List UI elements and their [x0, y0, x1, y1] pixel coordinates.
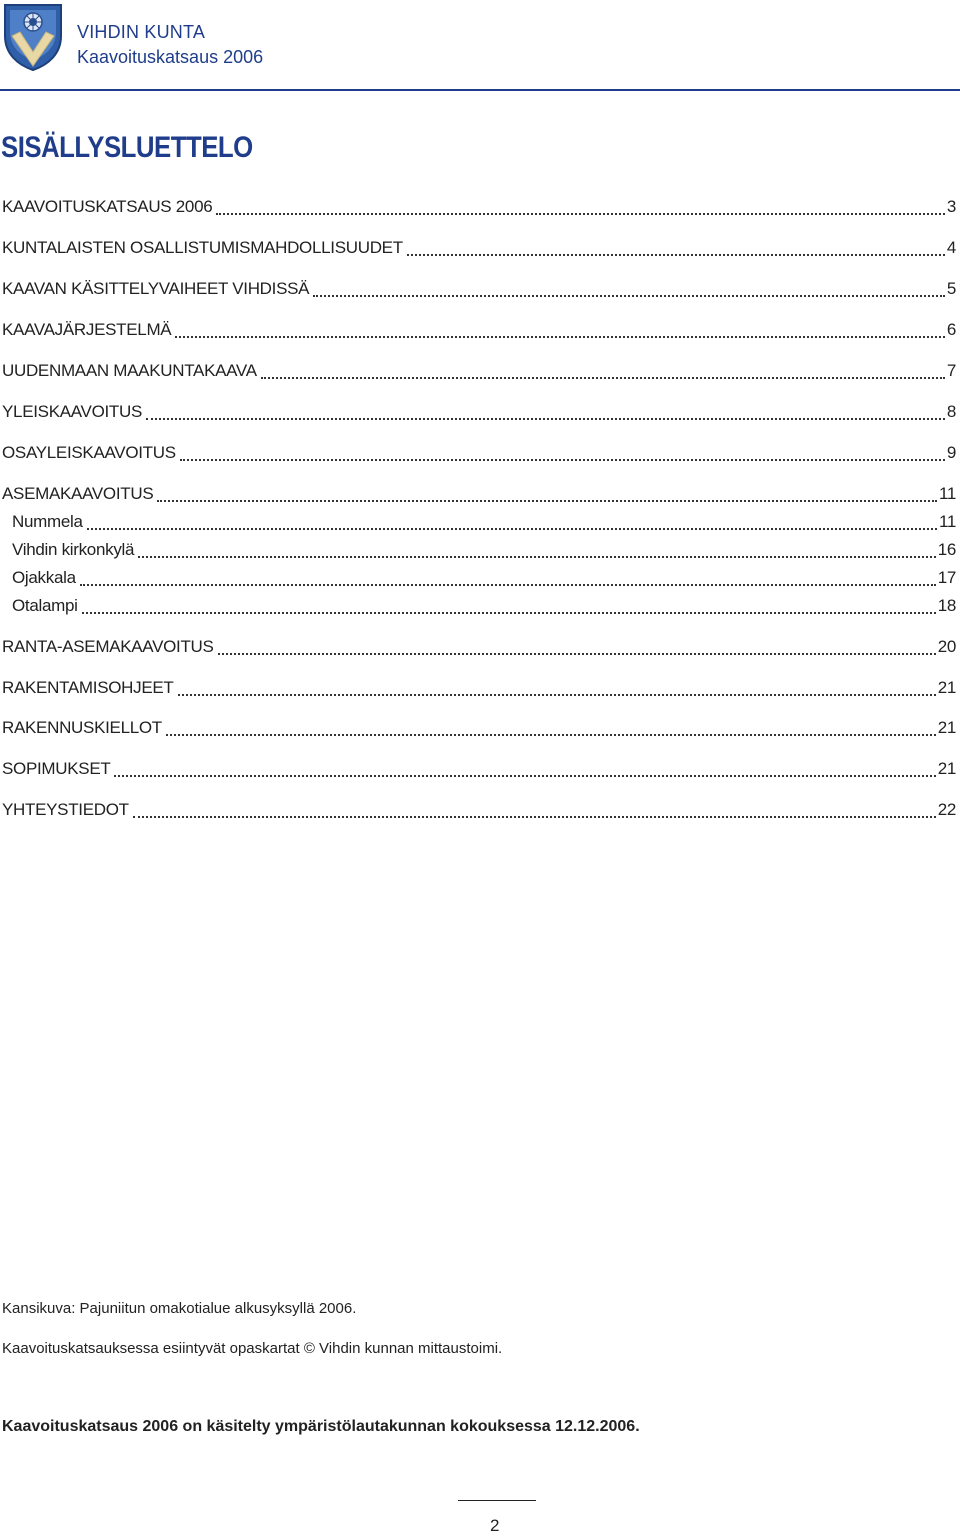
toc-entry[interactable]	[2, 480, 956, 504]
toc-entry[interactable]	[12, 592, 956, 616]
municipal-coat-of-arms-icon	[2, 2, 64, 72]
toc-entry[interactable]	[2, 633, 956, 657]
toc-entry[interactable]	[2, 439, 956, 463]
toc-entry-title: UUDENMAAN MAAKUNTAKAAVA	[2, 361, 257, 380]
toc-entry-title: Ojakkala	[12, 568, 76, 587]
toc-entry-title: Otalampi	[12, 596, 78, 615]
toc-entry-page: 7	[946, 361, 956, 380]
toc-dot-leader	[133, 815, 936, 818]
page-number: 2	[490, 1516, 500, 1535]
toc-entry-title: YHTEYSTIEDOT	[2, 800, 129, 819]
toc-entry-page: 21	[937, 718, 956, 737]
toc-dot-leader	[114, 774, 935, 777]
toc-entry-title: RAKENNUSKIELLOT	[2, 718, 162, 737]
toc-entry-page: 3	[946, 197, 956, 216]
toc-entry-title: Nummela	[12, 512, 83, 531]
toc-entry-page: 4	[946, 238, 956, 257]
toc-entry-title: KUNTALAISTEN OSALLISTUMISMAHDOLLISUUDET	[2, 238, 403, 257]
toc-entry[interactable]	[12, 508, 956, 532]
toc-dot-leader	[178, 693, 936, 696]
toc-entry-page: 17	[937, 568, 956, 587]
toc-entry[interactable]	[2, 316, 956, 340]
toc-entry[interactable]	[12, 536, 956, 560]
toc-entry-page: 21	[937, 759, 956, 778]
toc-entry[interactable]	[2, 796, 956, 820]
toc-entry-title: ASEMAKAAVOITUS	[2, 484, 154, 503]
toc-dot-leader	[175, 335, 945, 338]
toc-dot-leader	[157, 499, 937, 502]
toc-entry-page: 11	[938, 512, 956, 531]
approval-note: Kaavoituskatsaus 2006 on käsitelty ympäristölautakunnan kokouksessa 12.12.2006.	[2, 1418, 640, 1435]
toc-entry-page: 11	[938, 484, 956, 503]
organization-name: VIHDIN KUNTA	[77, 22, 206, 42]
document-title: Kaavoituskatsaus 2006	[77, 47, 264, 67]
toc-dot-leader	[166, 733, 936, 736]
toc-entry[interactable]	[2, 398, 956, 422]
toc-entry-title: KAAVOITUSKATSAUS 2006	[2, 197, 213, 216]
toc-entry-page: 6	[946, 320, 956, 339]
toc-entry-title: Vihdin kirkonkylä	[12, 540, 135, 559]
toc-dot-leader	[216, 212, 944, 215]
toc-dot-leader	[180, 458, 945, 461]
toc-entry-page: 18	[937, 596, 956, 615]
toc-entry[interactable]	[2, 193, 956, 217]
toc-entry[interactable]	[2, 755, 956, 779]
toc-dot-leader	[218, 652, 936, 655]
toc-dot-leader	[80, 583, 936, 586]
toc-dot-leader	[138, 555, 936, 558]
toc-dot-leader	[146, 417, 945, 420]
toc-entry-page: 9	[946, 443, 956, 462]
footer-divider	[458, 1500, 536, 1501]
toc-entry[interactable]	[2, 357, 956, 381]
page-header	[0, 0, 960, 92]
toc-entry-title: YLEISKAAVOITUS	[2, 402, 143, 421]
toc-dot-leader	[82, 611, 936, 614]
toc-entry-page: 20	[937, 637, 956, 656]
toc-entry-page: 8	[946, 402, 956, 421]
toc-entry-title: KAAVAN KÄSITTELYVAIHEET VIHDISSÄ	[2, 279, 310, 298]
toc-entry-title: KAAVAJÄRJESTELMÄ	[2, 320, 172, 339]
toc-entry-title: OSAYLEISKAAVOITUS	[2, 443, 176, 462]
toc-entry-title: RANTA-ASEMAKAAVOITUS	[2, 637, 214, 656]
toc-dot-leader	[87, 527, 937, 530]
toc-entry[interactable]	[2, 275, 956, 299]
toc-entry-page: 22	[937, 800, 956, 819]
toc-entry-title: RAKENTAMISOHJEET	[2, 678, 174, 697]
toc-entry-page: 5	[946, 279, 956, 298]
toc-entry[interactable]	[12, 564, 956, 588]
toc-entry[interactable]	[2, 674, 956, 698]
toc-entry-page: 21	[937, 678, 956, 697]
toc-entry[interactable]	[2, 714, 956, 738]
page-title: SISÄLLYSLUETTELO	[1, 131, 253, 164]
cover-caption: Kansikuva: Pajuniitun omakotialue alkusyksyllä 2006.	[2, 1300, 357, 1317]
toc-entry[interactable]	[2, 234, 956, 258]
toc-entry-title: SOPIMUKSET	[2, 759, 111, 778]
toc-dot-leader	[313, 294, 945, 297]
header-divider	[0, 89, 960, 91]
toc-dot-leader	[261, 376, 945, 379]
toc-dot-leader	[407, 253, 945, 256]
maps-credit: Kaavoituskatsauksessa esiintyvät opaskartat © Vihdin kunnan mittaustoimi.	[2, 1340, 503, 1357]
toc-entry-page: 16	[937, 540, 956, 559]
